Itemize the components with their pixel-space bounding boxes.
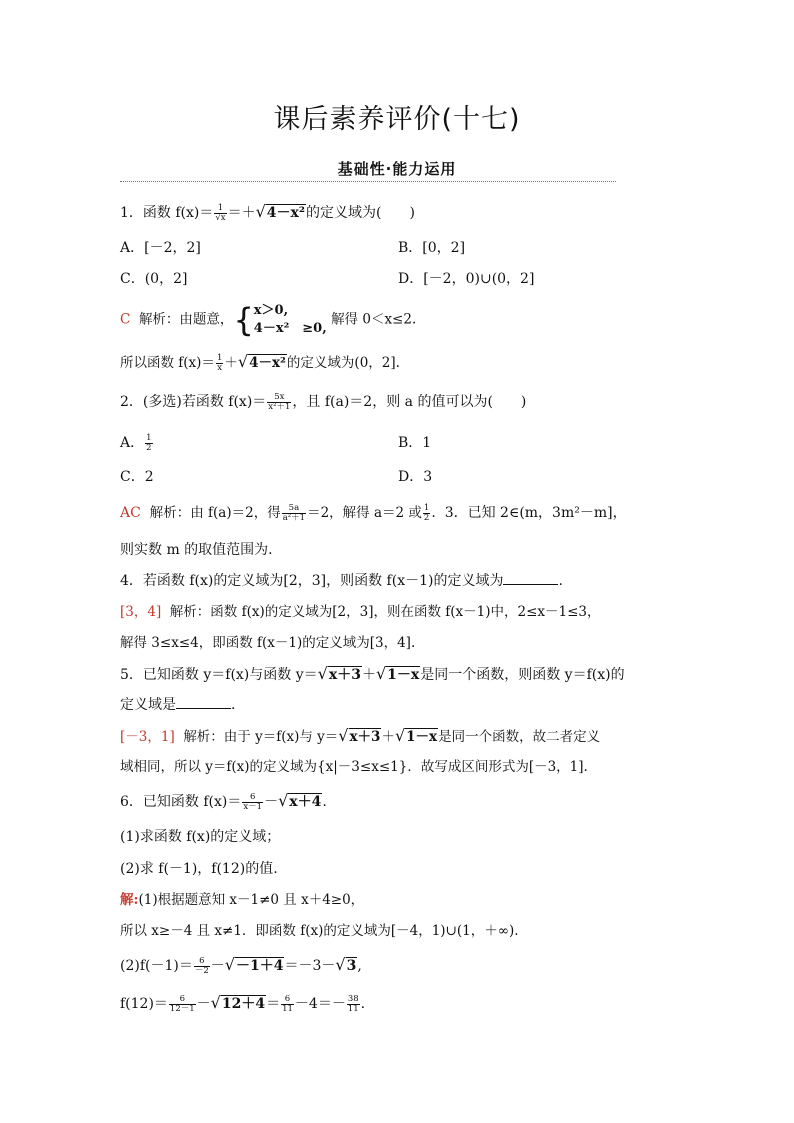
square-root: √4－x² bbox=[237, 352, 286, 371]
fraction: $\frac{5a}{\text{a²＋1}}$ bbox=[282, 502, 306, 523]
q1-option-c: C．(0，2] bbox=[120, 271, 188, 287]
q2-option-b: B．1 bbox=[398, 435, 432, 451]
fraction: $\frac{6}{x-1}$ bbox=[243, 791, 263, 812]
fraction: $\frac{1}{2}$ bbox=[146, 432, 152, 453]
square-root: √1－x bbox=[375, 664, 420, 683]
question-3-line2: 则实数 m 的取值范围为. bbox=[120, 542, 273, 558]
square-root: √x＋3 bbox=[338, 726, 381, 745]
question-5-line2: 定义域是 . bbox=[120, 697, 236, 713]
answer-blank bbox=[176, 696, 231, 709]
q6-solution: 解:(1)根据题意知 x－1≠0 且 x＋4≥0， bbox=[120, 892, 365, 908]
answer-label: [－3，1] bbox=[120, 729, 175, 745]
fraction: $\frac{6}{12-1}$ bbox=[169, 993, 195, 1014]
q6-part-1: (1)求函数 f(x)的定义域； bbox=[120, 829, 281, 845]
question-3: 3．已知 2∈(m，3m²－m]， bbox=[444, 505, 627, 521]
fraction: $\frac{6}{-2}$ bbox=[194, 955, 209, 976]
q1-option-a: A．[－2，2] bbox=[120, 240, 201, 256]
q2-option-c: C．2 bbox=[120, 469, 154, 485]
square-root: √4－x² bbox=[255, 202, 306, 221]
square-root: √3 bbox=[335, 955, 357, 974]
q1-solution-conclusion: 所以函数 f(x)＝ $\frac{1}{x}$ ＋√4－x²的定义域为(0，2]. bbox=[120, 352, 400, 373]
question-1: 1．函数 f(x)＝ $\frac{1}{√x}$ ＝＋√4－x²的定义域为( ) bbox=[120, 202, 415, 223]
page-title: 课后素养评价(十七) bbox=[273, 104, 521, 135]
q5-solution: [－3，1] 解析：由于 y＝f(x)与 y＝√x＋3＋√1－x是同一个函数，故二者定义 bbox=[120, 726, 601, 745]
question-5: 5．已知函数 y＝f(x)与函数 y＝√x＋3＋√1－x是同一个函数，则函数 y＝f(x)的 bbox=[120, 664, 625, 683]
fraction: $\frac{1}{√x}$ bbox=[215, 202, 226, 223]
answer-label: AC bbox=[120, 505, 141, 521]
q1-solution: C 解析：由题意，{ x＞0, 4－x² ≥0, 解得 0＜x≤2. bbox=[120, 301, 417, 339]
fraction: $\frac{6}{11}$ bbox=[282, 993, 293, 1014]
q4-solution-line2: 解得 3≤x≤4，即函数 f(x－1)的定义域为[3，4]. bbox=[120, 635, 416, 651]
q4-solution: [3，4] 解析：函数 f(x)的定义域为[2，3]，则在函数 f(x－1)中，2≤x－1≤3， bbox=[120, 604, 601, 620]
q2-solution: AC 解析：由 f(a)＝2，得 $\frac{5a}{\text{a²＋1}}$ ＝2，解得 a＝2 或 $\frac{1}{2}$ . 3．已知 2∈(m，3m²－m]， bbox=[120, 502, 627, 523]
q6-solution-line4: f(12)＝ $\frac{6}{12-1}$ －√12＋4＝ $\frac{6}{11}$ －4＝－ $\frac{38}{11}$ . bbox=[120, 993, 366, 1014]
fraction: $\frac{38}{11}$ bbox=[347, 993, 359, 1014]
fraction: $\frac{1}{x}$ bbox=[216, 353, 223, 373]
fraction: $\frac{1}{2}$ bbox=[423, 502, 430, 523]
question-6: 6．已知函数 f(x)＝ $\frac{6}{x-1}$ －√x＋4. bbox=[120, 791, 327, 812]
question-2: 2．(多选)若函数 f(x)＝ $\frac{5x}{\text{x²＋1}}$ ，且 f(a)＝2，则 a 的值可以为( ) bbox=[120, 391, 527, 412]
q1-option-b: B．[0，2] bbox=[398, 240, 466, 256]
q1-option-d: D．[－2，0)∪(0，2] bbox=[398, 271, 535, 287]
dotted-divider bbox=[120, 181, 616, 182]
q2-option-a: A． $\frac{1}{2}$ bbox=[120, 432, 152, 453]
q5-solution-line2: 域相同，所以 y＝f(x)的定义域为{x|－3≤x≤1}．故写成区间形式为[－3，1]. bbox=[120, 759, 588, 775]
q2-option-d: D．3 bbox=[398, 469, 433, 485]
answer-label: [3，4] bbox=[120, 604, 162, 620]
square-root: √1－x bbox=[394, 726, 438, 745]
answer-label: C bbox=[120, 311, 131, 328]
q6-solution-line3: (2)f(－1)＝ $\frac{6}{-2}$ －√－1＋4＝－3－√3, bbox=[120, 955, 362, 976]
answer-label: 解: bbox=[120, 892, 139, 908]
q6-part-2: (2)求 f(－1)，f(12)的值. bbox=[120, 861, 278, 877]
square-root: √－1＋4 bbox=[224, 955, 284, 974]
square-root: √x＋4 bbox=[278, 791, 322, 810]
equation-system: { x＞0, 4－x² ≥0, bbox=[233, 301, 327, 339]
square-root: √12＋4 bbox=[210, 993, 266, 1012]
square-root: √x＋3 bbox=[317, 664, 361, 683]
section-heading: 基础性·能力运用 bbox=[337, 160, 457, 178]
question-4: 4．若函数 f(x)的定义域为[2，3]，则函数 f(x－1)的定义域为 . bbox=[120, 573, 563, 589]
fraction: $\frac{5x}{\text{x²＋1}}$ bbox=[268, 391, 291, 412]
q6-solution-line2: 所以 x≥－4 且 x≠1．即函数 f(x)的定义域为[－4，1)∪(1，＋∞). bbox=[120, 923, 519, 939]
answer-blank bbox=[503, 572, 558, 585]
